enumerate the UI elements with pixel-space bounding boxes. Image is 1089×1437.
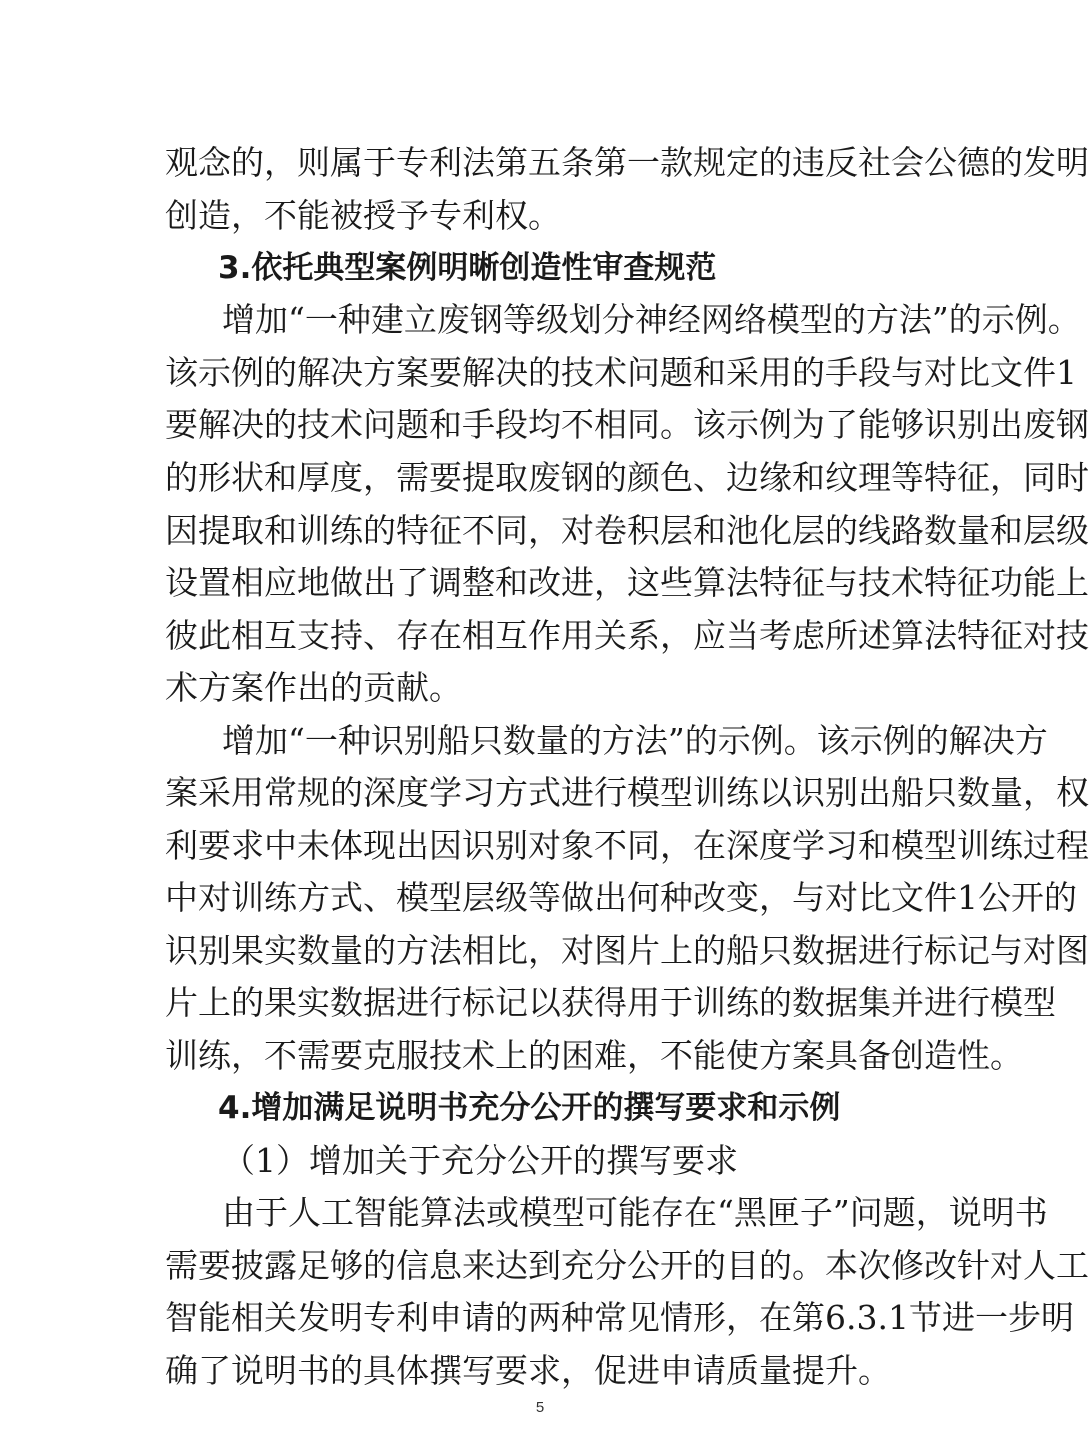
- body-text-line: 案采用常规的深度学习方式进行模型训练以识别出船只数量，权: [165, 773, 1089, 812]
- body-text-line: 增加“一种建立废钢等级划分神经网络模型的方法”的示例。: [222, 300, 1081, 339]
- body-text-line: 的形状和厚度，需要提取废钢的颜色、边缘和纹理等特征，同时: [165, 458, 1089, 497]
- body-text-line: 需要披露足够的信息来达到充分公开的目的。本次修改针对人工: [165, 1246, 1089, 1285]
- body-text-line: 训练，不需要克服技术上的困难，不能使方案具备创造性。: [165, 1036, 1023, 1075]
- body-text-line: 因提取和训练的特征不同，对卷积层和池化层的线路数量和层级: [165, 511, 1089, 550]
- body-text-line: 观念的，则属于专利法第五条第一款规定的违反社会公德的发明: [165, 143, 1089, 182]
- section-heading-3: 3.依托典型案例明晰创造性审查规范: [218, 250, 717, 286]
- body-text-line: 由于人工智能算法或模型可能存在“黑匣子”问题，说明书: [222, 1193, 1048, 1232]
- section-heading-4: 4.增加满足说明书充分公开的撰写要求和示例: [218, 1090, 841, 1126]
- body-text-line: 识别果实数量的方法相比，对图片上的船只数据进行标记与对图: [165, 931, 1089, 970]
- body-text-line: 利要求中未体现出因识别对象不同，在深度学习和模型训练过程: [165, 826, 1089, 865]
- body-text-line: 术方案作出的贡献。: [165, 668, 462, 707]
- body-text-line: 设置相应地做出了调整和改进，这些算法特征与技术特征功能上: [165, 563, 1089, 602]
- body-text-line: 该示例的解决方案要解决的技术问题和采用的手段与对比文件1: [165, 353, 1077, 392]
- subsection-heading: （1）增加关于充分公开的撰写要求: [222, 1141, 738, 1180]
- page-number: 5: [535, 1399, 545, 1416]
- body-text-line: 要解决的技术问题和手段均不相同。该示例为了能够识别出废钢: [165, 405, 1089, 444]
- body-text-line: 智能相关发明专利申请的两种常见情形，在第6.3.1节进一步明: [165, 1298, 1074, 1337]
- body-text-line: 确了说明书的具体撰写要求，促进申请质量提升。: [165, 1351, 891, 1390]
- body-text-line: 中对训练方式、模型层级等做出何种改变，与对比文件1公开的: [165, 878, 1077, 917]
- body-text-line: 片上的果实数据进行标记以获得用于训练的数据集并进行模型: [165, 983, 1056, 1022]
- body-text-line: 创造，不能被授予专利权。: [165, 196, 561, 235]
- body-text-line: 增加“一种识别船只数量的方法”的示例。该示例的解决方: [222, 721, 1048, 760]
- body-text-line: 彼此相互支持、存在相互作用关系，应当考虑所述算法特征对技: [165, 616, 1089, 655]
